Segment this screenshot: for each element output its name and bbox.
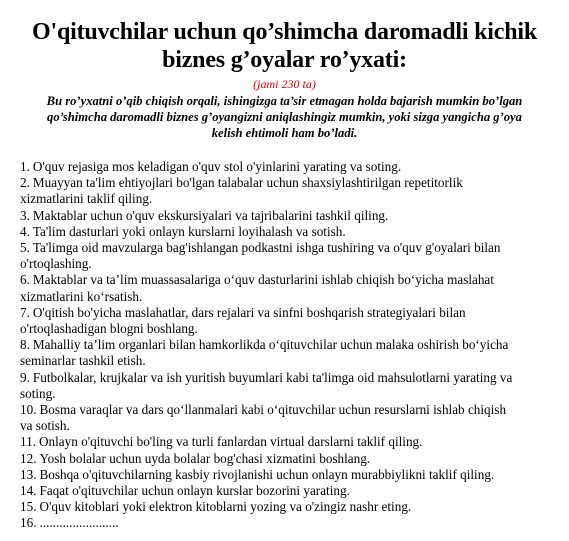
- item-text-continued: va sotish.: [20, 418, 70, 434]
- item-text-continued: o'rtoqlashadigan blogni boshlang.: [20, 321, 198, 337]
- subtitle-count: (jami 230 ta): [253, 77, 316, 91]
- item-text: Yosh bolalar uchun uyda bolalar bog'chasi xizmatini boshlang.: [39, 450, 371, 466]
- title-line-1: O'qituvchilar uchun qo’shimcha daromadli kichik: [32, 19, 537, 45]
- list-item: [20, 240, 549, 272]
- title-line-2: biznes g’oyalar ro’yxati:: [162, 47, 407, 73]
- item-text: Onlayn o'qituvchi bo'ling va turli fanlardan virtual darslarni taklif qiling.: [39, 434, 423, 450]
- list-item: [20, 467, 549, 483]
- item-text: O'qitish bo'yicha maslahatlar, dars rejalari va sinfni boshqarish strategiyalari bilan: [32, 304, 466, 320]
- item-text: O'quv rejasiga mos keladigan o'quv stol o'yinlarini yarating va soting.: [32, 159, 402, 174]
- list-item: [20, 208, 549, 224]
- list-item: [20, 402, 549, 434]
- item-text-continued: soting.: [20, 385, 56, 401]
- item-number: 13.: [20, 466, 37, 482]
- item-text: Mahalliy ta’lim organlari bilan hamkorlikda o‘qituvchilar uchun malaka oshirish bo‘yicha: [32, 337, 509, 353]
- item-text: Boshqa o'qituvchilarning kasbiy rivojlanishi uchun onlayn murabbiylikni taklif qiling.: [39, 466, 495, 482]
- list-item: [20, 451, 549, 467]
- ideas-list: [0, 159, 569, 532]
- list-item: [20, 370, 549, 402]
- item-text: Futbolkalar, krujkalar va ish yuritish buyumlari kabi ta'limga oid mahsulotlarni yarating va: [32, 369, 513, 385]
- item-number: 10.: [20, 402, 37, 418]
- item-number: 11.: [20, 434, 36, 450]
- item-text: O'quv kitoblari yoki elektron kitoblarni yozing va o'zingiz nashr eting.: [39, 499, 412, 515]
- intro-line-3: kelish ehtimoli ham bo’ladi.: [211, 126, 358, 140]
- list-item: [20, 515, 549, 531]
- item-number: 3.: [20, 207, 30, 223]
- list-item: [20, 224, 549, 240]
- item-number: 2.: [20, 175, 30, 191]
- intro-line-2: qo’shimcha daromadli biznes g’oyangizni aniqlashingiz mumkin, yoki sizga yangicha g’oya: [47, 110, 522, 124]
- item-number: 12.: [20, 450, 37, 466]
- list-item: [20, 483, 549, 499]
- item-text-continued: o'rtoqlashing.: [20, 256, 92, 272]
- list-item: [20, 434, 549, 450]
- item-text: Ta'limga oid mavzularga bag'ishlangan podkastni ishga tushiring va o'quv g'oyalari bilan: [32, 240, 501, 256]
- item-text: Ta'lim dasturlari yoki onlayn kurslarni loyihalash va sotish.: [32, 223, 346, 239]
- item-text-continued: xizmatlarini taklif qiling.: [20, 191, 153, 207]
- list-item: [20, 175, 549, 207]
- page-title: [0, 0, 569, 74]
- item-text-continued: xizmatlarini ko‘rsatish.: [20, 288, 143, 304]
- intro-paragraph: [10, 93, 559, 141]
- item-text: Muayyan ta'lim ehtiyojlari bo'lgan talabalar uchun shaxsiylashtirilgan repetitorlik: [32, 175, 463, 191]
- item-number: 6.: [20, 272, 30, 288]
- item-number: 4.: [20, 223, 30, 239]
- item-text: ........................: [39, 515, 119, 531]
- item-number: 14.: [20, 483, 37, 499]
- item-text: Maktablar va ta’lim muassasalariga o‘quv dasturlarini ishlab chiqish bo‘yicha maslahat: [32, 272, 494, 288]
- list-item: [20, 305, 549, 337]
- list-item: [20, 499, 549, 515]
- list-item: [20, 337, 549, 369]
- list-item: [20, 272, 549, 304]
- item-number: 1.: [20, 159, 30, 174]
- item-number: 16.: [20, 515, 37, 531]
- item-text-continued: seminarlar tashkil etish.: [20, 353, 146, 369]
- item-text: Faqat o'qituvchilar uchun onlayn kurslar bozorini yarating.: [39, 483, 350, 499]
- intro-line-1: Bu ro’yxatni o’qib chiqish orqali, ishingizga ta’sir etmagan holda bajarish mumkin bo’lgan: [46, 94, 523, 108]
- item-text: Maktablar uchun o'quv ekskursiyalari va tajribalarini tashkil qiling.: [32, 207, 389, 223]
- item-number: 8.: [20, 337, 30, 353]
- item-number: 5.: [20, 240, 30, 256]
- item-number: 7.: [20, 304, 30, 320]
- item-number: 9.: [20, 369, 30, 385]
- item-number: 15.: [20, 499, 37, 515]
- item-text: Bosma varaqlar va dars qo‘llanmalari kabi o‘qituvchilar uchun resurslarni ishlab chiqish: [39, 402, 507, 418]
- list-item: [20, 159, 549, 175]
